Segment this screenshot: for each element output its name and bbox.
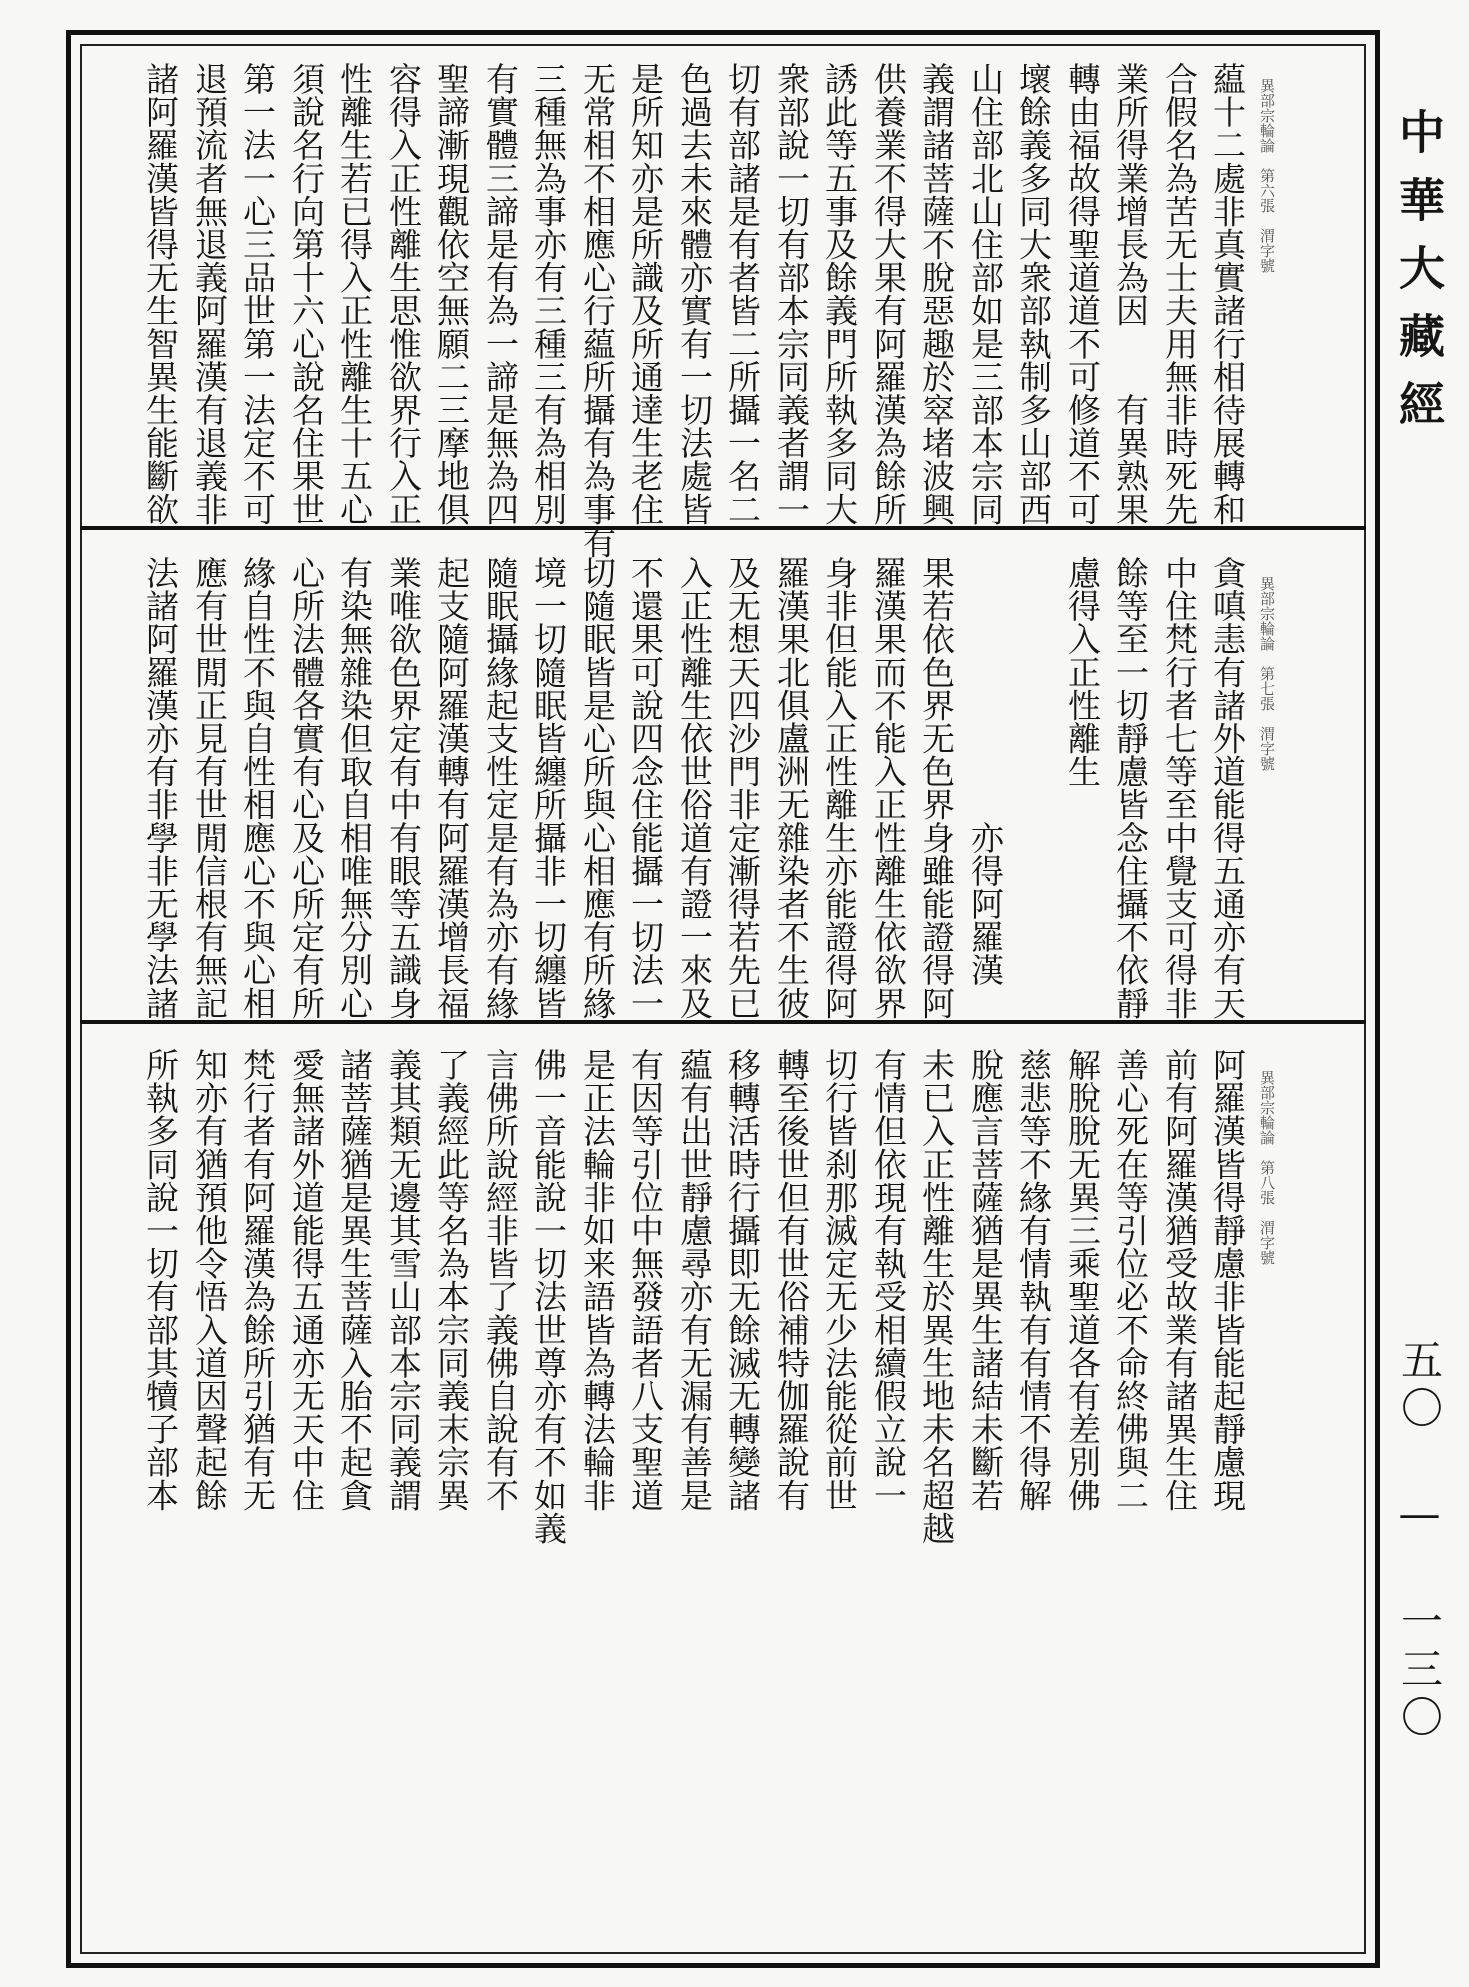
text-column: 衆部說一切有部本宗同義者謂一 <box>772 62 811 526</box>
text-column: 諸菩薩猶是異生菩薩入胎不起貪 <box>335 1048 374 1512</box>
text-column: 解脫脫无異三乘聖道各有差別佛 <box>1063 1048 1102 1512</box>
text-column: 亦得阿羅漢 <box>966 556 1005 987</box>
text-column: 諸阿羅漢皆得无生智異生能斷欲 <box>141 62 180 526</box>
text-column: 有染無雜染但取自相唯無分別心 <box>335 556 374 1020</box>
text-column: 所執多同說一切有部其犢子部本 <box>141 1048 180 1512</box>
page-number: 五〇 — 一三〇 <box>1395 1338 1444 1743</box>
text-column: 供養業不得大果有阿羅漢為餘所 <box>869 62 908 526</box>
text-column: 及无想天四沙門非定漸得若先已 <box>723 556 762 1020</box>
text-column: 慮得入正性離生 <box>1063 556 1102 788</box>
text-column: 移轉活時行攝即无餘滅无轉變諸 <box>723 1048 762 1512</box>
text-column: 性離生若已得入正性離生十五心 <box>335 62 374 526</box>
text-column: 義謂諸菩薩不脫惡趣於窣堵波興 <box>917 62 956 526</box>
text-column: 合假名為苦无士夫用無非時死先 <box>1160 62 1199 526</box>
text-column: 心所法體各實有心及心所定有所 <box>287 556 326 1020</box>
margin-note: 異部宗輪論 第八張 渭字號 <box>1258 1070 1276 1265</box>
text-column: 愛無諸外道能得五通亦无天中住 <box>287 1048 326 1512</box>
text-column: 退預流者無退義阿羅漢有退義非 <box>190 62 229 526</box>
text-column: 阿羅漢皆得靜慮非皆能起靜慮現 <box>1208 1048 1247 1512</box>
text-column: 藴有出世靜慮尋亦有无漏有善是 <box>675 1048 714 1512</box>
text-column: 誘此等五事及餘義門所執多同大 <box>820 62 859 526</box>
text-column: 隨眠攝緣起支性定是有為亦有緣 <box>481 556 520 1020</box>
text-column: 容得入正性離生思惟欲界行入正 <box>384 62 423 526</box>
text-column: 業所得業增長為因 有異熟果 <box>1111 62 1150 526</box>
text-column: 餘等至一切靜慮皆念住攝不依靜 <box>1111 556 1150 1020</box>
text-column: 法諸阿羅漢亦有非學非无學法諸 <box>141 556 180 1020</box>
text-column: 切有部諸是有者皆二所攝一名二 <box>723 62 762 526</box>
text-column: 壞餘義多同大衆部執制多山部西 <box>1014 62 1053 526</box>
text-column: 中住梵行者七等至中覺支可得非 <box>1160 556 1199 1020</box>
text-column: 不還果可說四念住能攝一切法一 <box>626 556 665 1020</box>
margin-note: 異部宗輪論 第七張 渭字號 <box>1258 576 1276 771</box>
text-column: 佛一音能說一切法世尊亦有不如義 <box>529 1048 568 1545</box>
text-column: 業唯欲色界定有中有眼等五識身 <box>384 556 423 1020</box>
text-column: 梵行者有阿羅漢為餘所引猶有无 <box>238 1048 277 1512</box>
text-column: 有實體三諦是有為一諦是無為四 <box>481 62 520 526</box>
margin-note: 異部宗輪論 第六張 渭字號 <box>1258 78 1276 273</box>
text-column: 羅漢果而不能入正性離生依欲界 <box>869 556 908 1020</box>
text-column: 有情但依現有執受相續假立說一 <box>869 1048 908 1512</box>
text-column: 切行皆刹那滅定无少法能從前世 <box>820 1048 859 1512</box>
text-column: 轉由福故得聖道道不可修道不可 <box>1063 62 1102 526</box>
text-column: 藴十二處非真實諸行相待展轉和 <box>1208 62 1247 526</box>
text-column: 知亦有猶預他令悟入道因聲起餘 <box>190 1048 229 1512</box>
text-column: 有因等引位中無發語者八支聖道 <box>626 1048 665 1512</box>
text-column: 言佛所說經非皆了義佛自說有不 <box>481 1048 520 1512</box>
text-column: 是所知亦是所識及所通達生老住 <box>626 62 665 526</box>
text-column: 羅漢果北俱盧洲无雜染者不生彼 <box>772 556 811 1020</box>
register-divider-1 <box>80 526 1366 530</box>
collection-title: 中華大藏經 <box>1392 108 1446 448</box>
text-column: 義其類无邊其雪山部本宗同義謂 <box>384 1048 423 1512</box>
text-column: 境一切隨眠皆纏所攝非一切纏皆 <box>529 556 568 1020</box>
text-column: 善心死在等引位必不命終佛與二 <box>1111 1048 1150 1512</box>
text-column: 第一法一心三品世第一法定不可 <box>238 62 277 526</box>
text-column: 轉至後世但有世俗補特伽羅說有 <box>772 1048 811 1512</box>
text-column: 切隨眠皆是心所與心相應有所緣 <box>578 556 617 1020</box>
text-column: 是正法輪非如来語皆為轉法輪非 <box>578 1048 617 1512</box>
text-column: 前有阿羅漢猶受故業有諸異生住 <box>1160 1048 1199 1512</box>
text-column: 脫應言菩薩猶是異生諸結未斷若 <box>966 1048 1005 1512</box>
text-column: 慈悲等不緣有情執有有情不得解 <box>1014 1048 1053 1512</box>
text-column: 須說名行向第十六心說名住果世 <box>287 62 326 526</box>
text-column: 色過去未來體亦實有一切法處皆 <box>675 62 714 526</box>
text-column: 起支隨阿羅漢轉有阿羅漢增長福 <box>432 556 471 1020</box>
text-column: 了義經此等名為本宗同義末宗異 <box>432 1048 471 1512</box>
text-column: 三種無為事亦有三種三有為相別 <box>529 62 568 526</box>
text-column: 山住部北山住部如是三部本宗同 <box>966 62 1005 526</box>
text-column: 應有世閒正見有世閒信根有無記 <box>190 556 229 1020</box>
text-column: 貪嗔恚有諸外道能得五通亦有天 <box>1208 556 1247 1020</box>
register-divider-2 <box>80 1020 1366 1024</box>
text-column: 未已入正性離生於異生地未名超越 <box>917 1048 956 1545</box>
text-column: 果若依色界无色界身雖能證得阿 <box>917 556 956 1020</box>
text-column: 緣自性不與自性相應心不與心相 <box>238 556 277 1020</box>
text-column: 身非但能入正性離生亦能證得阿 <box>820 556 859 1020</box>
text-column: 无常相不相應心行藴所攝有為事有 <box>578 62 617 559</box>
text-column: 聖諦漸現觀依空無願二三摩地俱 <box>432 62 471 526</box>
text-column <box>1017 556 1051 1016</box>
text-column: 入正性離生依世俗道有證一來及 <box>675 556 714 1020</box>
